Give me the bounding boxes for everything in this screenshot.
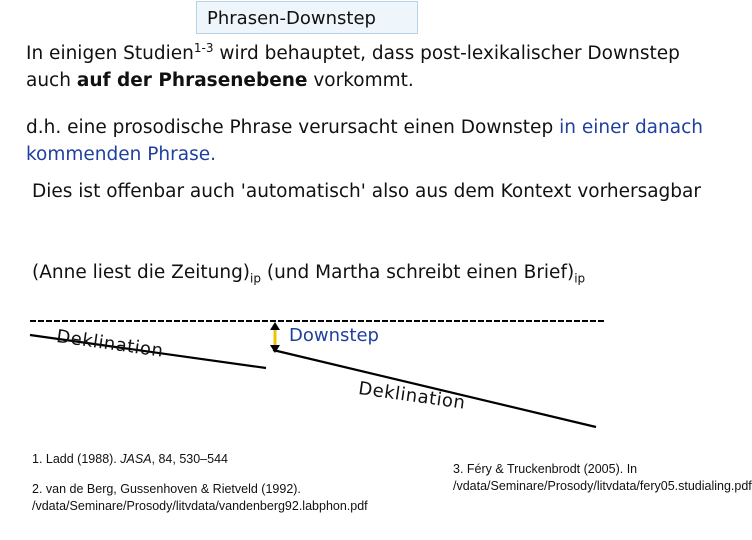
example-sub-1: ip [250,271,261,286]
reference-2: 2. van de Berg, Gussenhoven & Rietveld (1992). /vdata/Seminare/Prosody/litvdata/vandenberg92.labphon.pdf [32,482,368,513]
citation-superscript: 1-3 [193,40,214,55]
para1-text-a: In einigen Studien [26,43,194,64]
downstep-label: Downstep [289,325,379,346]
example-phrase-2: (und Martha schreibt einen Brief) [260,262,575,283]
para1-text-b: wird behauptet, dass post-lexikalischer Downstep auch [26,43,680,91]
para1-text-c: vorkommt. [307,70,414,91]
downstep-arrow-icon [270,322,280,353]
example-phrase-1: (Anne liest die Zeitung) [32,262,251,283]
reference-1-text-a: 1. Ladd (1988). [32,452,121,466]
declination-label-1: Deklination [55,326,165,362]
reference-3: 3. Féry & Truckenbrodt (2005). In /vdata/Seminare/Prosody/litvdata/fery05.studialing.pdf [453,462,752,493]
reference-1-text-b: , 84, 530–544 [151,452,228,466]
para2-text-a: d.h. eine prosodische Phrase verursacht einen Downstep [26,117,560,138]
slide-title: Phrasen-Downstep [196,1,418,34]
example-sub-2: ip [574,271,586,286]
para2-blue-text: in einer danach kommenden Phrase. [26,117,703,165]
para1-bold: auf der Phrasenebene [76,70,308,91]
paragraph-predictable: Dies ist offenbar auch 'automatisch' also aus dem Kontext vorhersagbar [32,181,701,202]
declination-label-2: Deklination [357,378,467,414]
reference-1 [32,451,412,468]
reference-1-journal: JASA [120,452,152,466]
